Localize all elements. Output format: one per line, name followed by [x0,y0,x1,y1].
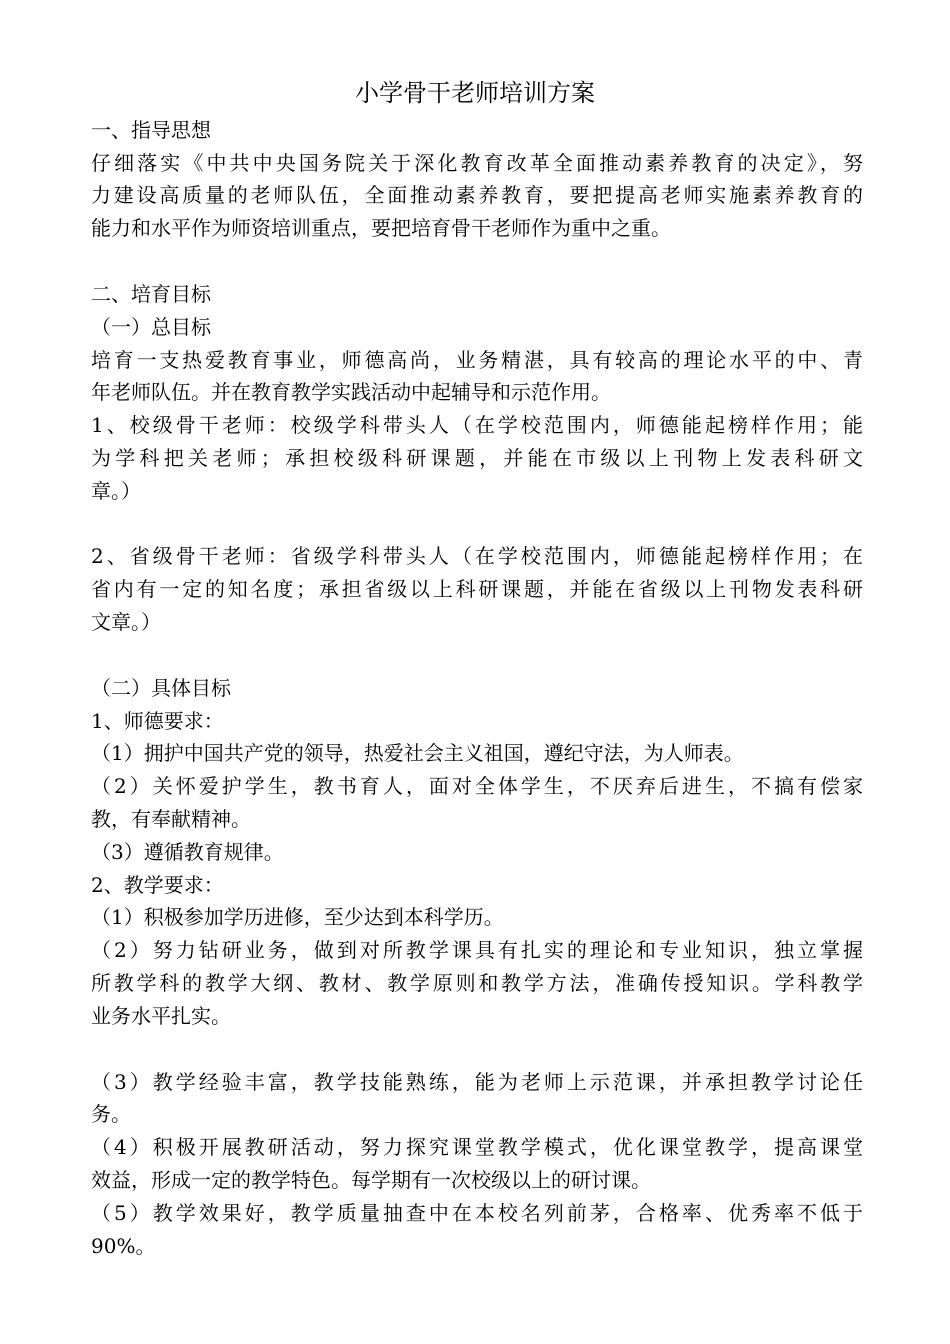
list-item: （1）拥护中国共产党的领导，热爱社会主义祖国，遵纪守法，为人师表。 [91,741,744,765]
list-item: 教，有奉献精神。 [91,807,251,831]
paragraph-line: 省内有一定的知名度；承担省级以上科研课题，并能在省级以上刊物发表科研 [91,577,863,601]
paragraph-line: 仔细落实《中共中央国务院关于深化教育改革全面推动素养教育的决定》，努 [91,151,863,175]
paragraph-line: 文章。） [91,610,161,634]
paragraph-line: 力建设高质量的老师队伍，全面推动素养教育，要把提高老师实施素养教育的 [91,183,863,207]
paragraph-line: 2、省级骨干老师：省级学科带头人（在学校范围内，师德能起榜样作用；在 [91,544,863,568]
list-item: （4）积极开展教研活动，努力探究课堂教学模式，优化课堂教学，提高课堂 [91,1135,863,1159]
paragraph-line: 为学科把关老师；承担校级科研课题，并能在市级以上刊物上发表科研文 [91,446,863,470]
list-item: （3）教学经验丰富，教学技能熟练，能为老师上示范课，并承担教学讨论任 [91,1070,863,1094]
list-item: 所教学科的教学大纲、教材、教学原则和教学方法，准确传授知识。学科教学 [91,971,863,995]
section-heading: 二、培育目标 [91,282,211,306]
list-item: （2）努力钻研业务，做到对所教学课具有扎实的理论和专业知识，独立掌握 [91,938,863,962]
paragraph-line: 培育一支热爱教育事业，师德高尚，业务精湛，具有较高的理论水平的中、青 [91,348,863,372]
paragraph-line: 章。） [91,479,141,503]
list-item: 效益，形成一定的教学特色。每学期有一次校级以上的研讨课。 [91,1168,651,1192]
list-item: （1）积极参加学历进修，至少达到本科学历。 [91,905,504,929]
list-item: 业务水平扎实。 [91,1004,231,1028]
list-heading: 1、师德要求： [91,709,224,733]
paragraph-line: 1、校级骨干老师：校级学科带头人（在学校范围内，师德能起榜样作用；能 [91,413,863,437]
list-item: （5）教学效果好，教学质量抽查中在本校名列前茅，合格率、优秀率不低于 [91,1201,863,1225]
paragraph-line: 能力和水平作为师资培训重点，要把培育骨干老师作为重中之重。 [91,216,671,240]
list-item: （2）关怀爱护学生，教书育人，面对全体学生，不厌弃后进生，不搞有偿家 [91,774,863,798]
paragraph-line: 年老师队伍。并在教育教学实践活动中起辅导和示范作用。 [91,380,611,404]
subsection-heading: （一）总目标 [91,315,211,339]
subsection-heading: （二）具体目标 [91,676,231,700]
list-item: （3）遵循教育规律。 [91,840,284,864]
list-item: 务。 [91,1102,131,1126]
document-title: 小学骨干老师培训方案 [355,79,595,107]
list-item: 90%。 [91,1234,156,1258]
list-heading: 2、教学要求： [91,873,224,897]
section-heading: 一、指导思想 [91,118,211,142]
